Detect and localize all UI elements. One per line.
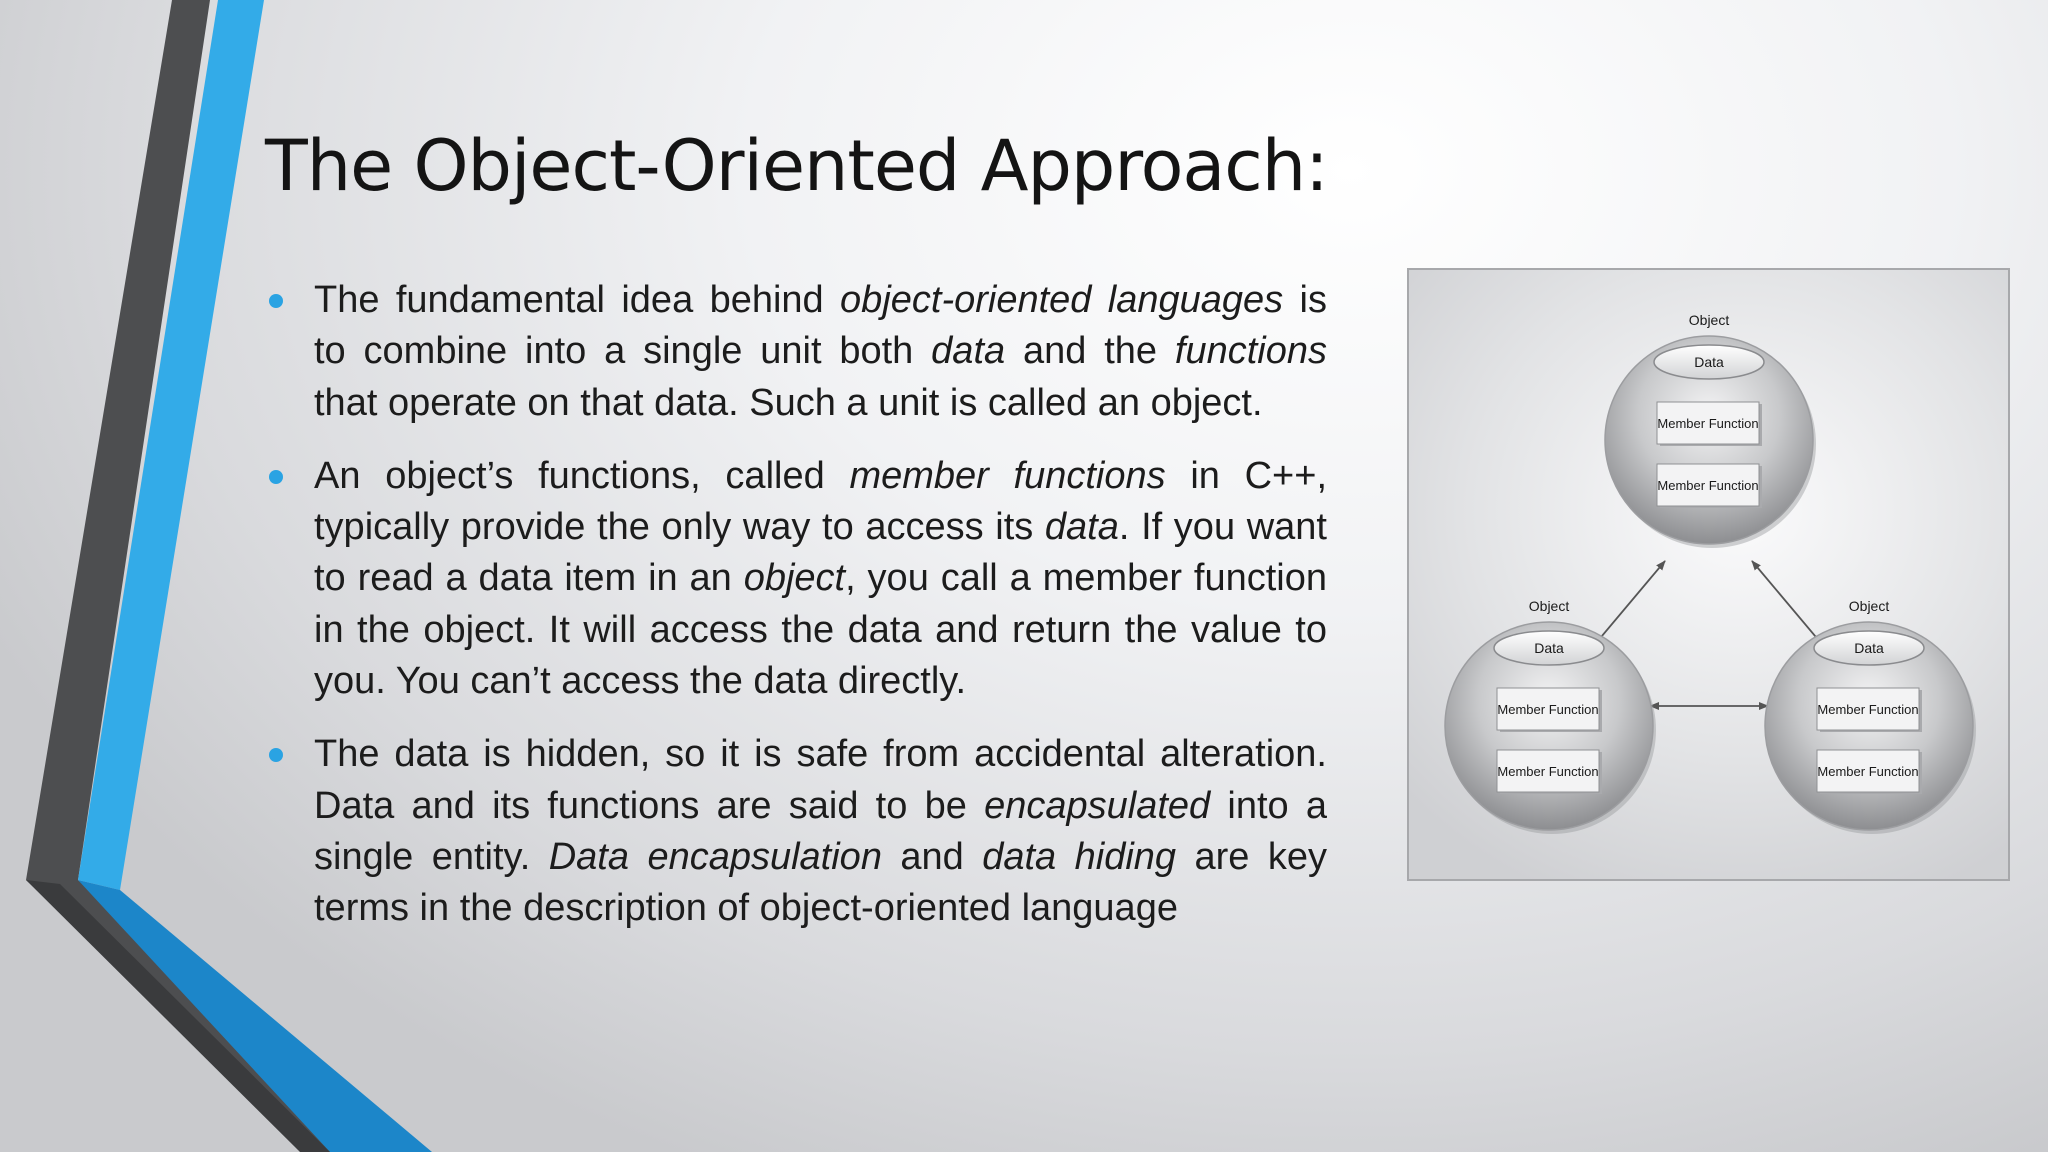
bullet-text: are key terms in the description of object-oriented language [314, 835, 1327, 930]
object-label: Object [1528, 598, 1570, 614]
member-function-label: Member Function [1497, 702, 1599, 717]
arrow-top-right [1752, 561, 1826, 649]
member-function-label: Member Function [1817, 702, 1919, 717]
bullet-list [265, 275, 1327, 957]
emphasis-text: data hiding [982, 835, 1177, 878]
member-function-label: Member Function [1657, 478, 1759, 493]
bullet-text: into a single entity. [314, 784, 1327, 878]
emphasis-text: Data encapsulation [548, 835, 882, 878]
bullet-item [265, 275, 1327, 429]
object-node [1765, 598, 1976, 834]
bullet-item [265, 451, 1327, 707]
emphasis-text: encapsulated [984, 784, 1211, 827]
data-label: Data [1694, 354, 1724, 370]
bullet-text: The data is hidden, so it is safe from accidental alteration. Data and its functions are said to be [314, 733, 1327, 827]
bullet-text: and the [1005, 330, 1175, 373]
bullet-text: and [881, 835, 983, 878]
slide-title: The Object-Oriented Approach: [265, 125, 1328, 207]
bullet-dot [269, 470, 283, 484]
bullet-dot [269, 294, 283, 308]
bullet-text: An object’s functions, called [314, 454, 850, 497]
member-function-label: Member Function [1817, 764, 1919, 779]
object-diagram [1407, 268, 2010, 881]
emphasis-text: member functions [849, 454, 1166, 497]
object-diagram-svg [1409, 270, 2008, 879]
object-label: Object [1688, 312, 1730, 328]
bullet-text: The fundamental idea behind [314, 279, 841, 321]
bullet-text: . If you want to read a data item in an [314, 506, 1327, 600]
bullet-text: is to combine into a single unit both [314, 279, 1327, 373]
emphasis-text: functions [1174, 330, 1328, 373]
emphasis-text: data [931, 330, 1006, 373]
emphasis-text: object-oriented languages [840, 279, 1284, 321]
bullet-text: in C++, typically provide the only way to access its [314, 454, 1327, 549]
member-function-label: Member Function [1497, 764, 1599, 779]
object-node [1445, 598, 1656, 834]
emphasis-text: object [743, 557, 846, 600]
bullet-dot [269, 748, 283, 762]
emphasis-text: data [1044, 506, 1119, 549]
data-label: Data [1534, 640, 1564, 656]
data-label: Data [1854, 640, 1884, 656]
bullet-text: that operate on that data. Such a unit is called an object. [314, 381, 1263, 424]
member-function-label: Member Function [1657, 416, 1759, 431]
bullet-text: , you call a member function in the object. It will access the data and return the value to you. You can’t access the data directly. [314, 557, 1327, 703]
object-label: Object [1848, 598, 1890, 614]
bullet-item [265, 729, 1327, 934]
object-node [1605, 312, 1816, 548]
